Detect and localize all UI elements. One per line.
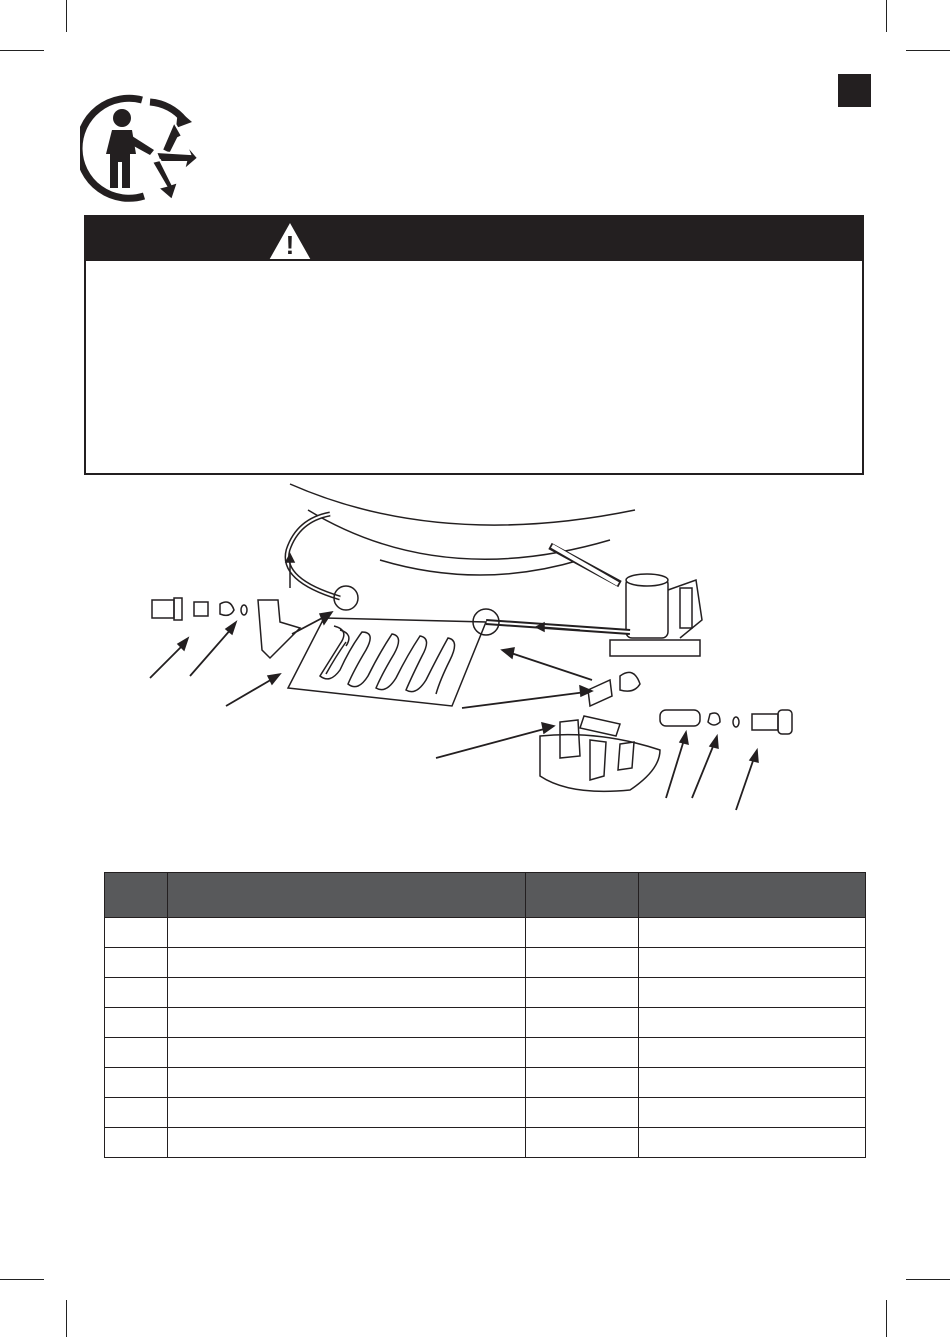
table-row [105, 1098, 866, 1128]
filter-pump [610, 574, 702, 656]
warning-mark: ! [285, 230, 295, 260]
solar-mat [288, 618, 486, 706]
crop-mark [886, 0, 887, 32]
solar-heater-installation-diagram [140, 480, 820, 820]
crop-mark [886, 1300, 887, 1337]
table-cell [167, 978, 526, 1008]
table-cell [639, 1038, 866, 1068]
crop-mark [66, 1300, 67, 1337]
column-header [167, 873, 526, 918]
table-header-row [105, 873, 866, 918]
table-cell [526, 1068, 639, 1098]
table-row [105, 1008, 866, 1038]
table-cell [526, 1098, 639, 1128]
table-cell [639, 1098, 866, 1128]
table-row [105, 948, 866, 978]
table-cell [167, 1008, 526, 1038]
table-cell [167, 948, 526, 978]
table-cell [167, 1038, 526, 1068]
table-cell [639, 1128, 866, 1158]
table-cell [105, 1008, 168, 1038]
table-cell [167, 1098, 526, 1128]
crop-mark [0, 1279, 44, 1280]
column-header [105, 873, 168, 918]
table-cell [167, 918, 526, 948]
table-cell [526, 948, 639, 978]
table-cell [526, 1128, 639, 1158]
table-row [105, 1068, 866, 1098]
crop-mark [906, 1279, 950, 1280]
pool-wall [290, 484, 635, 525]
table-cell [167, 1068, 526, 1098]
table-cell [526, 918, 639, 948]
table-cell [105, 1128, 168, 1158]
left-fittings [152, 598, 300, 658]
parts-table [104, 872, 866, 1158]
crop-mark [0, 50, 44, 51]
table-cell [639, 918, 866, 948]
table-cell [639, 1008, 866, 1038]
language-marker [838, 74, 871, 107]
column-header [639, 873, 866, 918]
table-cell [105, 1038, 168, 1068]
table-cell [105, 1098, 168, 1128]
table-cell [526, 1038, 639, 1068]
table-row [105, 1038, 866, 1068]
triman-icon [80, 92, 202, 204]
table-cell [639, 948, 866, 978]
crop-mark [66, 0, 67, 32]
table-cell [526, 978, 639, 1008]
table-row [105, 1128, 866, 1158]
table-cell [167, 1128, 526, 1158]
table-cell [639, 1068, 866, 1098]
table-cell [105, 918, 168, 948]
table-cell [105, 1068, 168, 1098]
column-header [526, 873, 639, 918]
warning-box [84, 215, 864, 475]
table-cell [526, 1008, 639, 1038]
crop-mark [906, 50, 950, 51]
warning-header [86, 217, 862, 261]
right-fittings [540, 672, 792, 791]
table-cell [639, 978, 866, 1008]
exclamation-triangle-icon [266, 219, 314, 261]
table-row [105, 978, 866, 1008]
table-cell [105, 948, 168, 978]
table-cell [105, 978, 168, 1008]
table-row [105, 918, 866, 948]
